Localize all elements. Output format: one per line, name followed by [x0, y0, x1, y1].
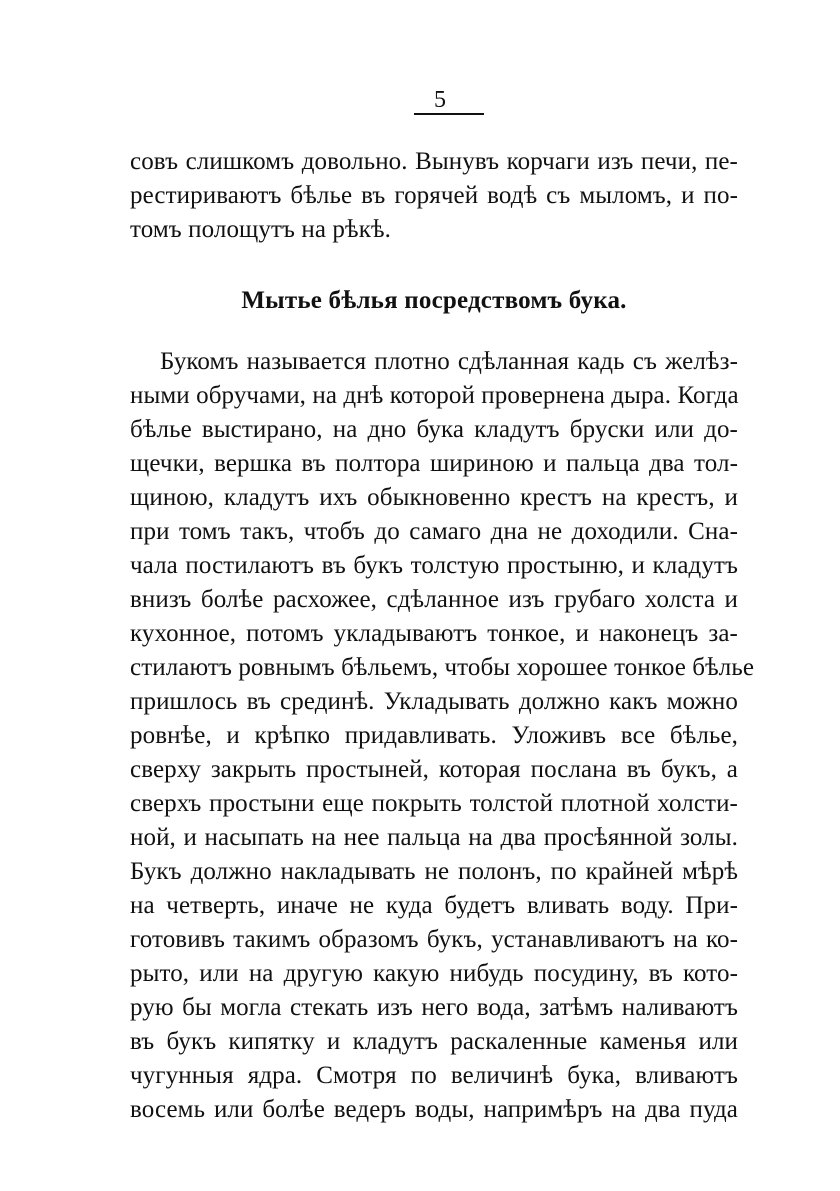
- text-line-intro-3: томъ полощутъ на рѣкѣ.: [130, 216, 391, 243]
- text-line-body-12: ровнѣе, и крѣпко придавливать. Уложивъ все бѣлье,: [130, 722, 738, 749]
- section-title: Мытье бѣлья посредствомъ бука.: [241, 287, 627, 314]
- text-line-body-23: восемь или болѣе ведеръ воды, напримѣръ на два пуда: [130, 1096, 738, 1123]
- text-line-body-21: въ букъ кипятку и кладутъ раскаленные каменья или: [130, 1028, 738, 1055]
- text-line-body-1: Букомъ называется плотно сдѣланная кадь съ желѣз-: [160, 348, 738, 375]
- text-line-body-6: при томъ такъ, чтобъ до самаго дна не доходили. Сна-: [130, 518, 738, 545]
- text-line-body-14: сверхъ простыни еще покрыть толстой плотной холсти-: [130, 790, 738, 817]
- text-line-body-19: рыто, или на другую какую нибудь посудину, въ кото-: [130, 960, 738, 987]
- text-line-body-18: готовивъ такимъ образомъ букъ, устанавливаютъ на ко-: [130, 926, 738, 953]
- text-line-body-13: сверху закрыть простыней, которая послана въ букъ, а: [130, 756, 738, 783]
- text-line-body-3: бѣлье выстирано, на дно бука кладутъ бруски или до-: [130, 416, 738, 443]
- text-line-body-20: рую бы могла стекать изъ него вода, затѣмъ наливаютъ: [130, 994, 738, 1021]
- text-line-body-15: ной, и насыпать на нее пальца на два просѣянной золы.: [130, 824, 738, 851]
- text-line-body-22: чугунныя ядра. Смотря по величинѣ бука, вливаютъ: [130, 1062, 738, 1089]
- text-line-body-2: ными обручами, на днѣ которой провернена дыра. Когда: [130, 382, 739, 409]
- text-line-body-10: стилаютъ ровнымъ бѣльемъ, чтобы хорошее тонкое бѣлье: [130, 654, 755, 681]
- text-line-intro-2: рестириваютъ бѣлье въ горячей водѣ съ мыломъ, и по-: [130, 182, 738, 209]
- page-number-rule: [414, 113, 484, 115]
- page-number: 5: [434, 87, 446, 113]
- text-line-intro-1: совъ слишкомъ довольно. Вынувъ корчаги изъ печи, пе-: [130, 148, 738, 175]
- text-line-body-9: кухонное, потомъ укладываютъ тонкое, и наконецъ за-: [130, 620, 738, 647]
- text-line-body-11: пришлось въ срединѣ. Укладывать должно какъ можно: [130, 688, 738, 715]
- text-line-body-7: чала постилаютъ въ букъ толстую простыню, и кладутъ: [130, 552, 738, 579]
- text-line-body-16: Букъ должно накладывать не полонъ, по крайней мѣрѣ: [130, 858, 738, 885]
- text-line-body-4: щечки, вершка въ полтора шириною и пальца два тол-: [130, 450, 738, 477]
- text-line-body-8: внизъ болѣе расхожее, сдѣланное изъ грубаго холста и: [130, 586, 738, 613]
- text-line-body-5: щиною, кладутъ ихъ обыкновенно крестъ на крестъ, и: [130, 484, 738, 511]
- text-line-body-17: на четверть, иначе не куда будетъ вливать воду. При-: [130, 892, 738, 919]
